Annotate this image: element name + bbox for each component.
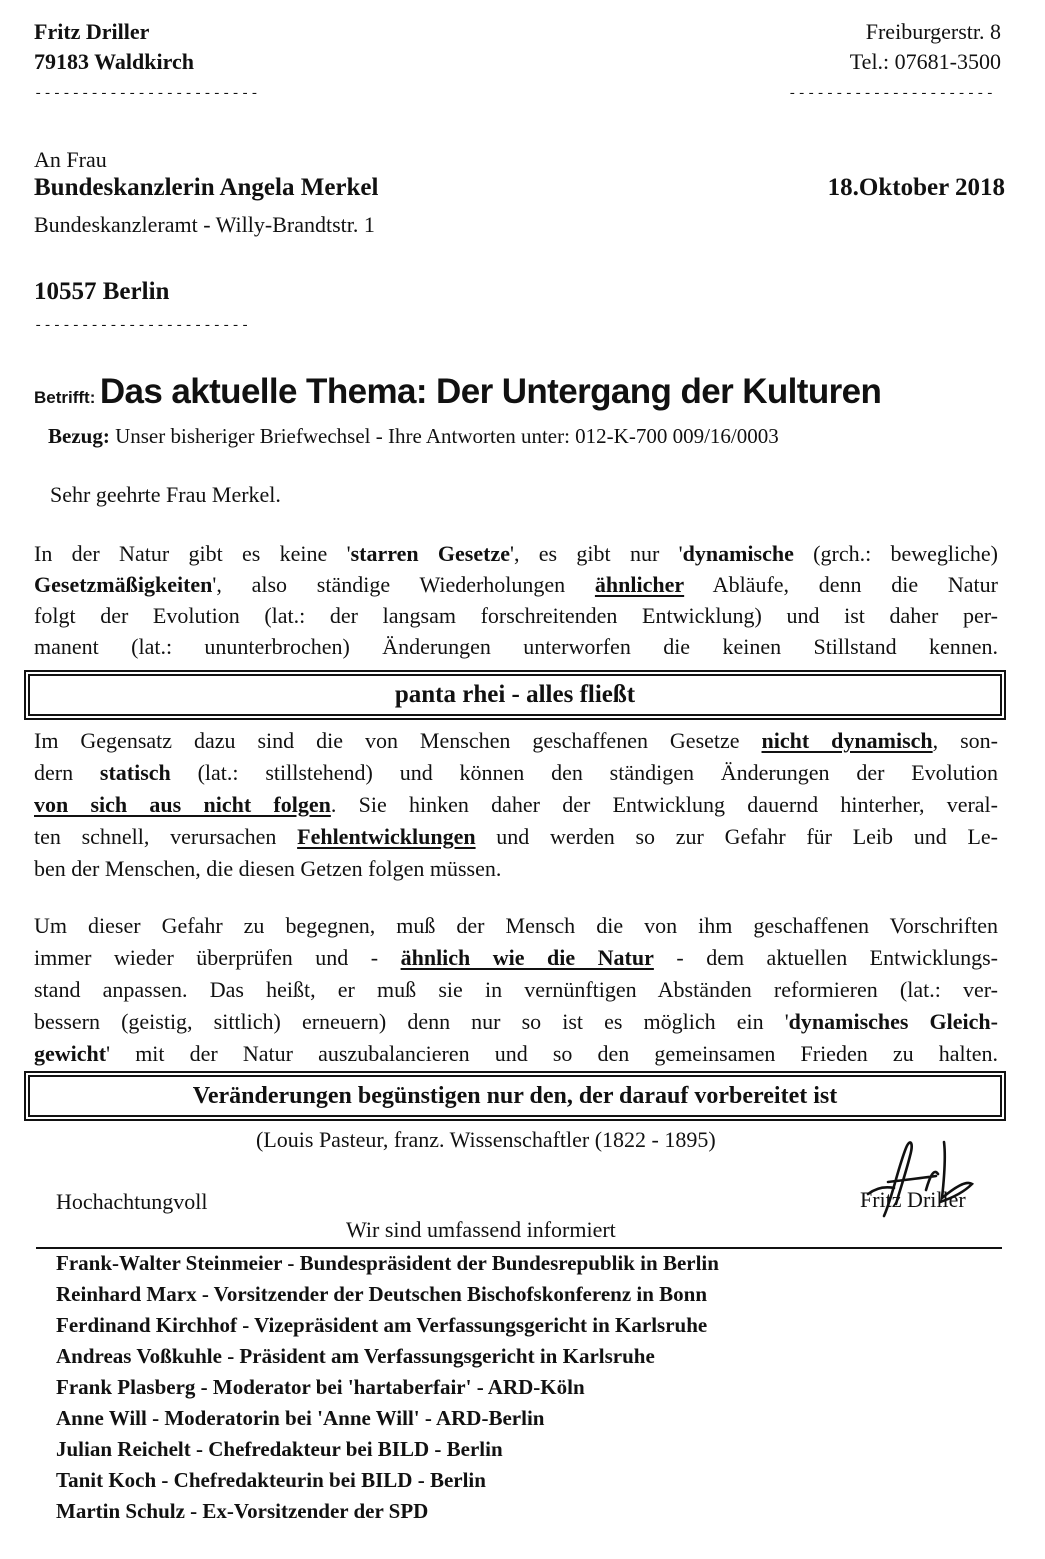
sender-name: Fritz Driller — [34, 19, 150, 44]
p1-line-1: In der Natur gibt es keine 'starren Gesetze', es gibt nur 'dynamische (grch.: bewegliche) — [34, 541, 999, 566]
sender-street: Freiburgerstr. 8 — [865, 19, 1001, 44]
greeting: Sehr geehrte Frau Merkel. — [50, 482, 281, 507]
p3-line-4: bessern (geistig, sittlich) erneuern) denn nur so ist es möglich ein 'dynamisches Gleich- — [34, 1009, 998, 1034]
reference-line — [48, 422, 779, 450]
p3-line-2: immer wieder überprüfen und - ähnlich wie die Natur - dem aktuellen Entwicklungs- — [34, 945, 998, 970]
p3-line-1: Um dieser Gefahr zu begegnen, muß der Mensch die von ihm geschaffenen Vorschriften — [34, 913, 998, 938]
p2-line-5: ben der Menschen, die diesen Getzen folgen müssen. — [34, 856, 502, 881]
recipient-name: Bundeskanzlerin Angela Merkel — [34, 174, 379, 201]
recipient-divider: ----------------------- — [34, 318, 251, 334]
sender-phone: Tel.: 07681-3500 — [849, 49, 1001, 74]
p3-line-5: gewicht' mit der Natur auszubalancieren und so den gemeinsamen Frieden zu halten. — [34, 1041, 998, 1066]
sender-divider: ------------------------ — [34, 86, 260, 102]
subject-text: Das aktuelle Thema: Der Untergang der Kulturen — [99, 372, 882, 411]
recipient-prefix: An Frau — [34, 147, 107, 172]
recipient-office: Bundeskanzleramt - Willy-Brandtstr. 1 — [34, 212, 375, 237]
sender-divider-right: ---------------------- — [788, 86, 995, 102]
paragraph-3 — [34, 910, 998, 1070]
p2-line-4: ten schnell, verursachen Fehlentwicklungen und werden so zur Gefahr für Leib und Le- — [34, 824, 999, 849]
cc-item: Reinhard Marx - Vorsitzender der Deutschen Bischofskonferenz in Bonn — [56, 1282, 708, 1306]
cc-item: Andreas Voßkuhle - Präsident am Verfassungsgericht in Karlsruhe — [56, 1344, 655, 1368]
quote-source: (Louis Pasteur, franz. Wissenschaftler (1822 - 1895) — [256, 1127, 716, 1152]
p3-line-3: stand anpassen. Das heißt, er muß sie in vernünftigen Abständen reformieren (lat.: ver- — [34, 977, 998, 1002]
paragraph-1 — [34, 538, 998, 662]
p2-line-1: Im Gegensatz dazu sind die von Menschen geschaffenen Gesetze nicht dynamisch, son- — [34, 728, 998, 753]
recipient-city: 10557 Berlin — [34, 278, 170, 305]
signature-name: Fritz Driller — [860, 1187, 966, 1212]
p2-line-2: dern statisch (lat.: stillstehend) und können den ständigen Änderungen der Evolution — [34, 760, 999, 785]
cc-heading: Wir sind umfassend informiert — [346, 1217, 616, 1242]
cc-item: Frank-Walter Steinmeier - Bundespräsident der Bundesrepublik in Berlin — [56, 1251, 719, 1275]
cc-item: Anne Will - Moderatorin bei 'Anne Will' - ARD-Berlin — [56, 1406, 545, 1430]
cc-list — [56, 1248, 719, 1527]
p1-line-2: Gesetzmäßigkeiten', also ständige Wiederholungen ähnlicher Abläufe, denn die Natur — [34, 572, 998, 597]
reference-text: Unser bisheriger Briefwechsel - Ihre Antworten unter: 012-K-700 009/16/0003 — [115, 424, 779, 448]
p1-line-4: manent (lat.: ununterbrochen) Änderungen unterworfen die keinen Stillstand kennen. — [34, 634, 998, 659]
p2-line-3: von sich aus nicht folgen. Sie hinken daher der Entwicklung dauernd hinterher, veral- — [34, 792, 998, 817]
subject-line — [34, 372, 881, 412]
closing: Hochachtungvoll — [56, 1189, 208, 1214]
cc-item: Julian Reichelt - Chefredakteur bei BILD - Berlin — [56, 1437, 503, 1461]
paragraph-2 — [34, 725, 998, 885]
cc-item: Martin Schulz - Ex-Vorsitzender der SPD — [56, 1499, 429, 1523]
reference-label: Bezug: — [48, 424, 110, 448]
motto-box-1: panta rhei - alles fließt — [28, 674, 1002, 716]
cc-item: Frank Plasberg - Moderator bei 'hartaberfair' - ARD-Köln — [56, 1375, 585, 1399]
cc-item: Ferdinand Kirchhof - Vizepräsident am Verfassungsgericht in Karlsruhe — [56, 1313, 708, 1337]
cc-item: Tanit Koch - Chefredakteurin bei BILD - Berlin — [56, 1468, 486, 1492]
sender-city: 79183 Waldkirch — [34, 49, 194, 74]
subject-label: Betrifft: — [34, 388, 96, 407]
letter-date: 18.Oktober 2018 — [827, 174, 1005, 201]
motto-box-2: Veränderungen begünstigen nur den, der darauf vorbereitet ist — [28, 1075, 1002, 1117]
p1-line-3: folgt der Evolution (lat.: der langsam forschreitenden Entwicklung) und ist daher per- — [34, 603, 998, 628]
